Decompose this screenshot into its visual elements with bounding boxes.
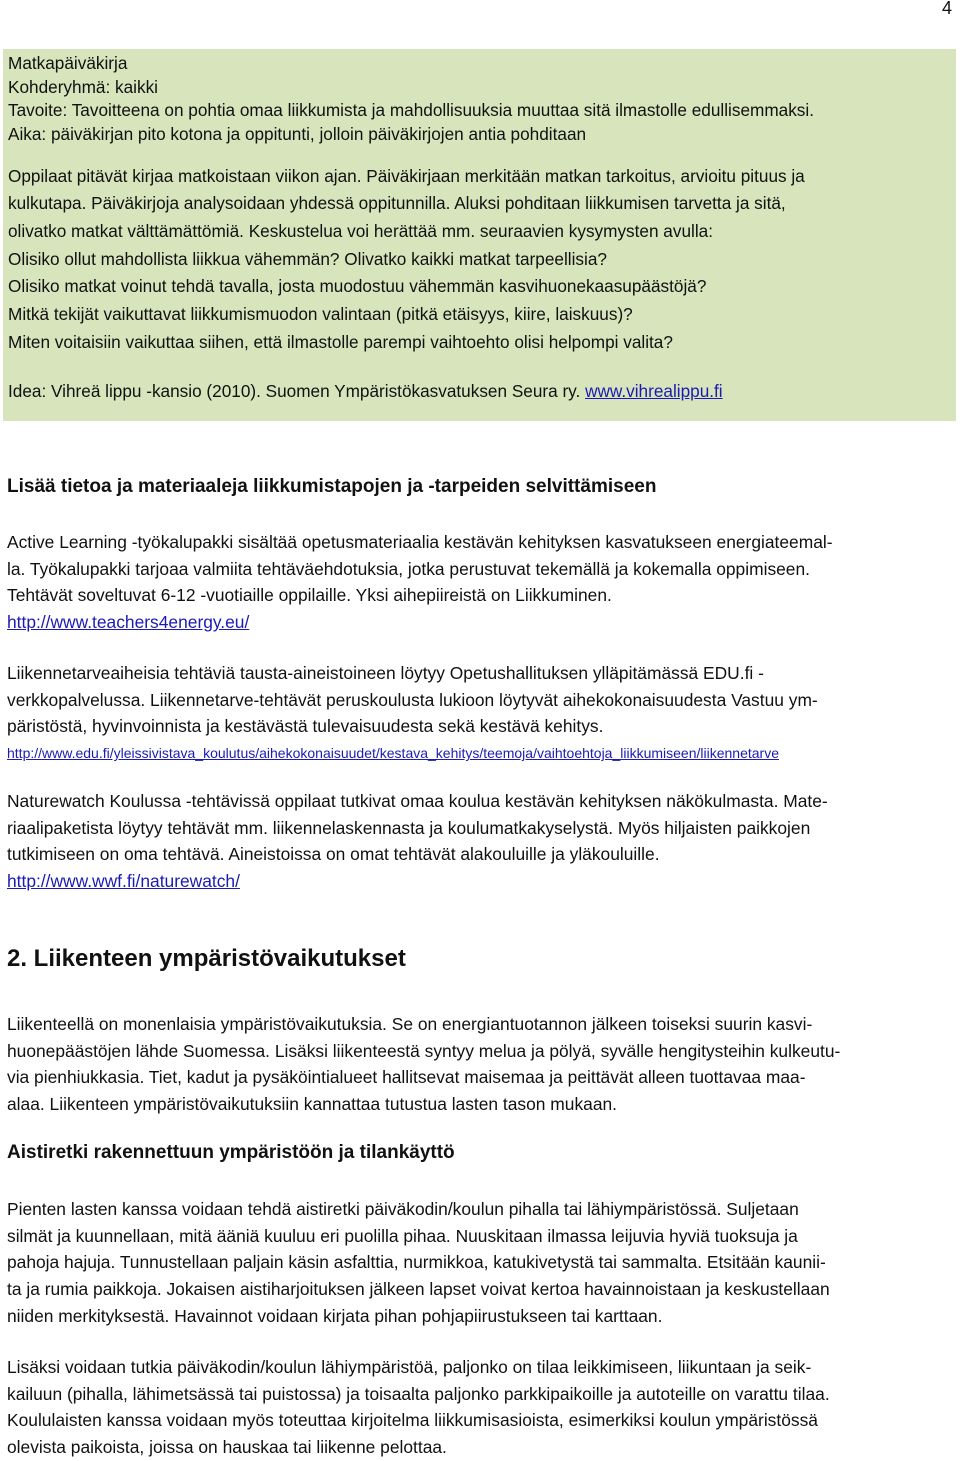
activity-goal: Tavoite: Tavoitteena on pohtia omaa liikkumista ja mahdollisuuksia muuttaa sitä ilmastolle edullisemmaksi. <box>8 100 814 120</box>
paragraph-line: riaalipaketista löytyy tehtävät mm. liikennelaskennasta ja koulumatkakyselystä. Myös hiljaisten paikkojen <box>7 817 811 838</box>
paragraph-line: silmät ja kuunnellaan, mitä ääniä kuuluu eri puolilla pihaa. Nuuskitaan ilmassa leijuvia hyviä tuoksuja ja <box>7 1225 798 1246</box>
activity-line: Olisiko ollut mahdollista liikkua vähemmän? Olivatko kaikki matkat tarpeellisia? <box>8 249 607 269</box>
section-naturewatch <box>7 788 952 895</box>
paragraph-line: tutkimiseen on oma tehtävä. Aineistoissa on omat tehtävät alakouluille ja yläkouluille. <box>7 844 660 865</box>
section-materials <box>7 529 952 636</box>
paragraph-line: Tehtävät soveltuvat 6-12 -vuotiaille oppilaille. Yksi aihepiireistä on Liikkuminen. <box>7 585 612 606</box>
activity-line: Mitkä tekijät vaikuttavat liikkumismuodon valintaan (pitkä etäisyys, kiire, laiskuus)? <box>8 304 633 324</box>
edu-link[interactable]: http://www.edu.fi/yleissivistava_koulutus/aihekokonaisuudet/kestava_kehitys/teemoja/vaihtoehtoja_liikkumiseen/liikennetarve <box>7 745 779 762</box>
paragraph-line: kailuun (pihalla, lähimetsässä tai puistossa) ja toisaalta paljonko parkkipaikoille ja autoteille on varattu tilaa. <box>7 1383 830 1404</box>
page-number: 4 <box>941 0 952 18</box>
activity-line: Olisiko matkat voinut tehdä tavalla, josta muodostuu vähemmän kasvihuonekaasupäästöjä? <box>8 276 707 296</box>
paragraph-line: Naturewatch Koulussa -tehtävissä oppilaat tutkivat omaa koulua kestävän kehityksen näkökulmasta. Mate- <box>7 791 828 811</box>
activity-description <box>8 163 951 356</box>
paragraph-line: pahoja hajuja. Tunnustellaan paljain käsin asfalttia, nurmikkoa, katukivetystä tai sammalta. Etsitään kaunii- <box>7 1252 826 1273</box>
paragraph-line: la. Työkalupakki tarjoaa valmiita tehtäväehdotuksia, jotka perustuvat tekemällä ja kokemalla oppimiseen. <box>7 558 810 579</box>
paragraph-line: verkkopalvelussa. Liikennetarve-tehtävät peruskoulusta lukioon löytyvät aihekokonaisuudesta Vastuu ym- <box>7 689 818 710</box>
paragraph-line: olevista paikoista, joissa on hauskaa tai liikenne pelottaa. <box>7 1437 447 1458</box>
activity-line: olivatko matkat välttämättömiä. Keskustelua voi herättää mm. seuraavien kysymysten avulla: <box>8 221 713 241</box>
paragraph-line: Lisäksi voidaan tutkia päiväkodin/koulun lähiympäristöä, paljonko on tilaa leikkimiseen, liikuntaan ja seik- <box>7 1357 812 1377</box>
section-edu <box>7 660 952 767</box>
activity-line: Miten voitaisiin vaikuttaa siihen, että ilmastolle parempi vaihtoehto olisi helpompi valita? <box>8 332 673 352</box>
idea-text: Idea: Vihreä lippu -kansio (2010). Suomen Ympäristökasvatuksen Seura ry. <box>8 381 586 401</box>
activity-box <box>3 49 956 421</box>
section-land-use <box>7 1354 952 1461</box>
paragraph-line: ta ja rumia paikkoja. Jokaisen aistiharjoituksen jälkeen lapset voivat kertoa havainnoistaan ja keskustellaan <box>7 1279 830 1300</box>
paragraph-line: alaa. Liikenteen ympäristövaikutuksiin kannattaa tutustua lasten tason mukaan. <box>7 1094 618 1115</box>
activity-idea <box>8 378 951 405</box>
vihrealippu-link[interactable]: www.vihrealippu.fi <box>585 381 723 401</box>
teachers4energy-link[interactable]: http://www.teachers4energy.eu/ <box>7 612 250 633</box>
paragraph-line: via pienhiukkasia. Tiet, kadut ja pysäköintialueet hallitsevat maisemaa ja peittävät alleen tuottavaa maa- <box>7 1067 806 1088</box>
activity-line: kulkutapa. Päiväkirjoja analysoidaan yhdessä oppitunnilla. Aluksi pohditaan liikkumisen tarvetta ja sitä, <box>8 193 786 213</box>
section-environmental-impacts <box>7 1011 952 1118</box>
paragraph-line: Koululaisten kanssa voidaan myös toteuttaa kirjoitelma liikkumisasioista, esimerkiksi koulun ympäristössä <box>7 1410 818 1431</box>
paragraph-line: huonepäästöjen lähde Suomessa. Lisäksi liikenteestä syntyy melua ja pölyä, syvälle hengitysteihin kulkeutu- <box>7 1040 841 1061</box>
paragraph-line: Active Learning -työkalupakki sisältää opetusmateriaalia kestävän kehityksen kasvatukseen energiateemal- <box>7 532 833 552</box>
section-heading-sensory-walk: Aistiretki rakennettuun ympäristöön ja tilankäyttö <box>7 1142 455 1163</box>
activity-line: Oppilaat pitävät kirjaa matkoistaan viikon ajan. Päiväkirjaan merkitään matkan tarkoitus, arvioitu pituus ja <box>8 166 805 186</box>
paragraph-line: niiden merkityksestä. Havainnot voidaan kirjata pihan pohjapiirustukseen tai karttaan. <box>7 1305 663 1326</box>
paragraph-line: Pienten lasten kanssa voidaan tehdä aistiretki päiväkodin/koulun pihalla tai lähiympäristössä. Suljetaan <box>7 1199 799 1219</box>
naturewatch-link[interactable]: http://www.wwf.fi/naturewatch/ <box>7 871 240 892</box>
activity-group: Kohderyhmä: kaikki <box>8 76 158 97</box>
activity-title: Matkapäiväkirja <box>8 53 128 73</box>
paragraph-line: Liikennetarveaiheisia tehtäviä tausta-aineistoineen löytyy Opetushallituksen ylläpitämässä EDU.fi - <box>7 663 764 683</box>
paragraph-line: päristöstä, hyvinvoinnista ja kestävästä tulevaisuudesta sekä kestävä kehitys. <box>7 716 604 737</box>
section-sensory-walk <box>7 1196 952 1330</box>
chapter-heading: 2. Liikenteen ympäristövaikutukset <box>7 945 406 972</box>
activity-time: Aika: päiväkirjan pito kotona ja oppitunti, jolloin päiväkirjojen antia pohditaan <box>8 123 587 144</box>
paragraph-line: Liikenteellä on monenlaisia ympäristövaikutuksia. Se on energiantuotannon jälkeen toiseksi suurin kasvi- <box>7 1014 813 1034</box>
section-heading-materials: Lisää tietoa ja materiaaleja liikkumistapojen ja -tarpeiden selvittämiseen <box>7 476 657 497</box>
